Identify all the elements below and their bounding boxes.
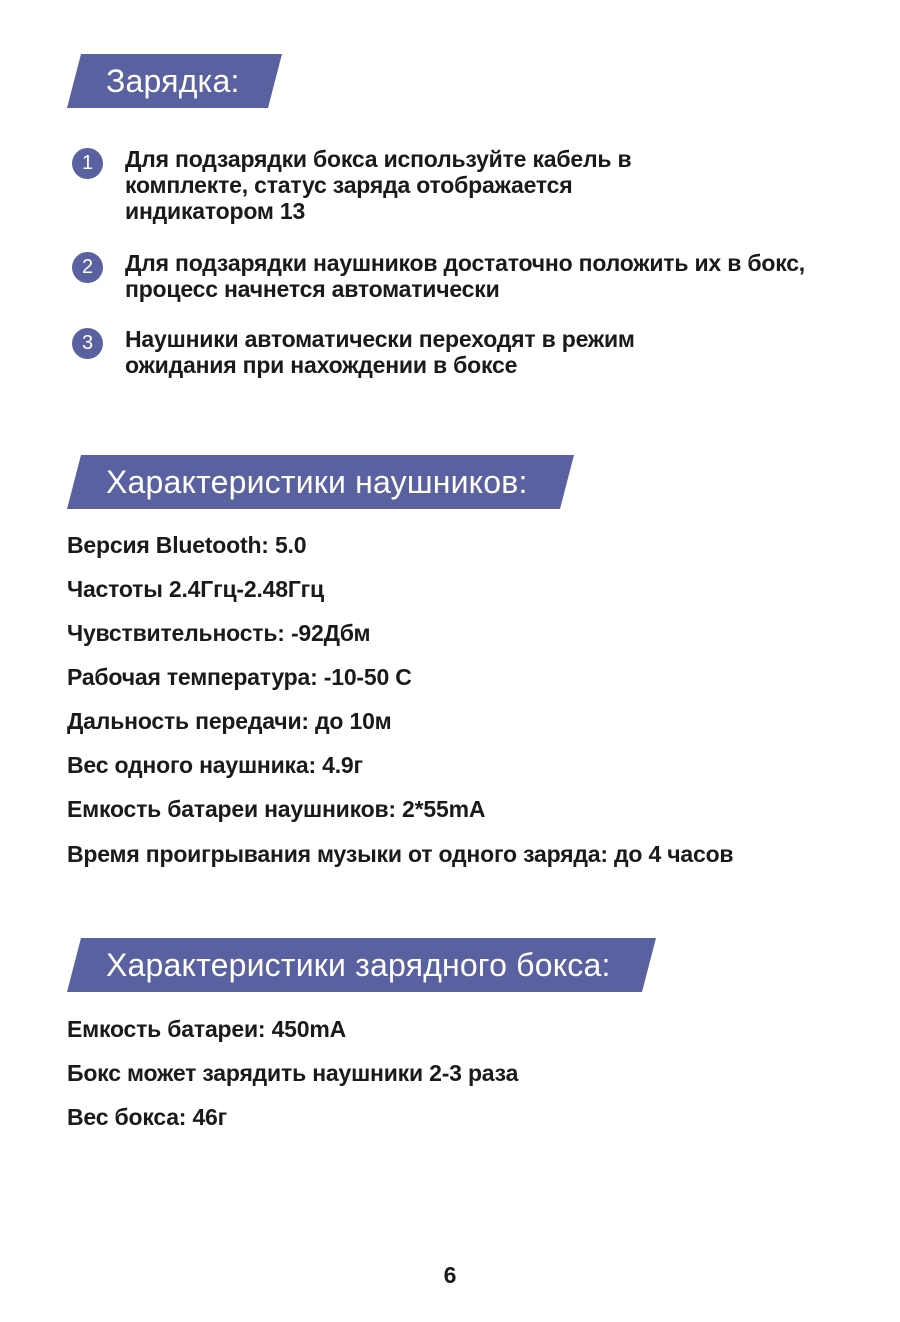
section-header-case-specs <box>0 938 611 992</box>
number-badge: 3 <box>72 328 103 359</box>
spec-line: Вес одного наушника: 4.9г <box>67 752 363 778</box>
spec-line: Рабочая температура: -10-50 С <box>67 664 412 690</box>
numbered-item <box>72 146 840 224</box>
number-badge: 2 <box>72 252 103 283</box>
spec-line: Бокс может зарядить наушники 2-3 раза <box>67 1060 519 1086</box>
spec-line: Время проигрывания музыки от одного заряда: до 4 часов <box>67 841 734 867</box>
numbered-item <box>72 326 840 378</box>
page-number: 6 <box>443 1262 457 1288</box>
numbered-item-text: Наушники автоматически переходят в режим ожидания при нахождении в боксе <box>125 326 635 378</box>
section-title: Характеристики зарядного бокса: <box>106 946 611 983</box>
section-header-earphone-specs <box>0 455 528 509</box>
numbered-item <box>72 250 840 302</box>
section-title: Характеристики наушников: <box>106 463 528 500</box>
spec-line: Частоты 2.4Ггц-2.48Ггц <box>67 576 324 602</box>
spec-line: Емкость батареи наушников: 2*55mA <box>67 796 486 822</box>
section-title: Зарядка: <box>106 62 240 99</box>
section-header-charging <box>0 54 240 108</box>
numbered-item-text: Для подзарядки наушников достаточно положить их в бокс, процесс начнется автоматически <box>125 250 805 302</box>
spec-line: Версия Bluetooth: 5.0 <box>67 532 307 558</box>
numbered-item-text: Для подзарядки бокса используйте кабель в комплекте, статус заряда отображается индикатором 13 <box>125 146 632 224</box>
spec-line: Дальность передачи: до 10м <box>67 708 392 734</box>
spec-line: Вес бокса: 46г <box>67 1104 228 1130</box>
number-badge: 1 <box>72 148 103 179</box>
spec-line: Емкость батареи: 450mA <box>67 1016 347 1042</box>
spec-line: Чувствительность: -92Дбм <box>67 620 371 646</box>
